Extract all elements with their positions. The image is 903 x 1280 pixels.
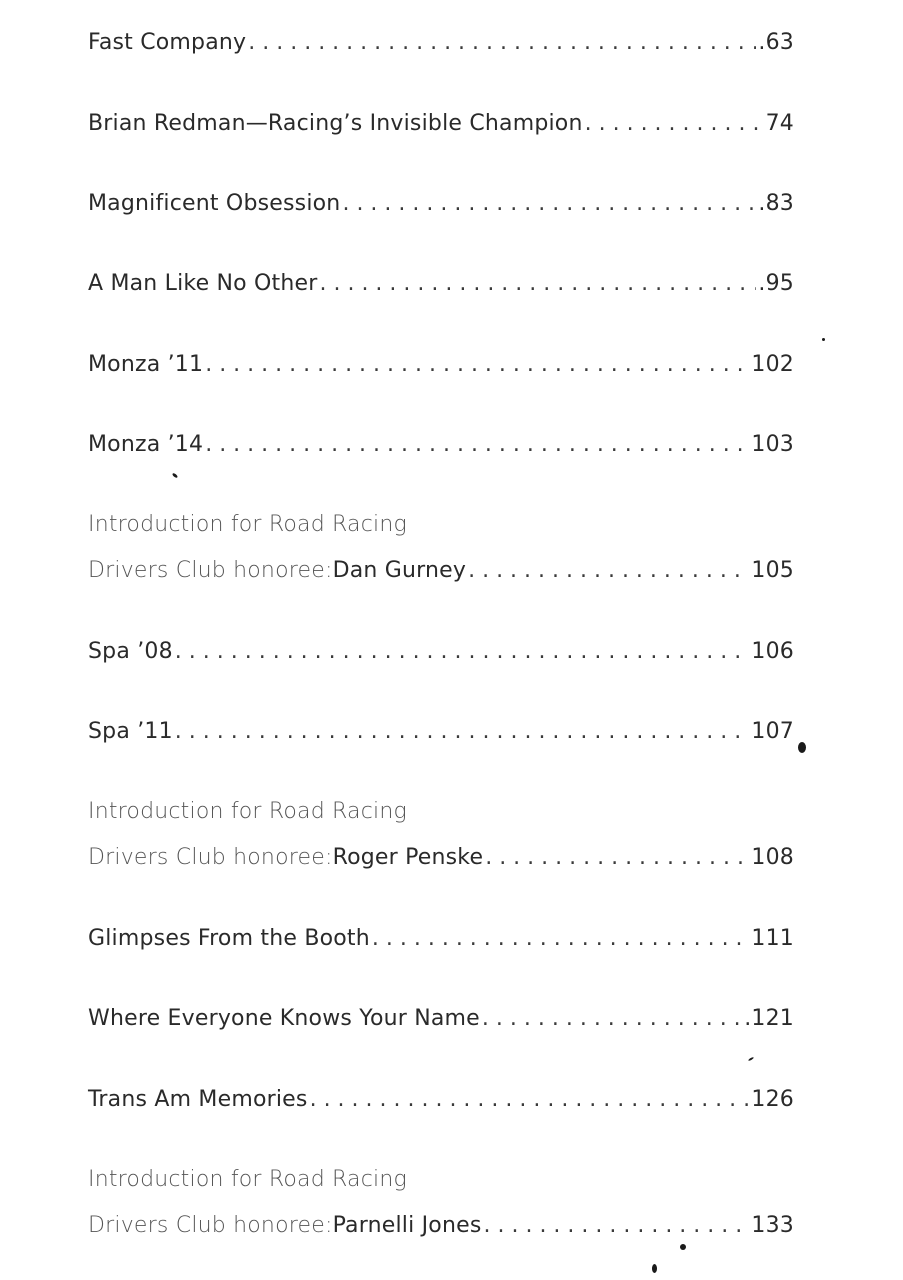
toc-entry-intro: Introduction for Road Racing <box>88 799 407 824</box>
toc-entry-page: 107 <box>751 719 794 744</box>
toc-entry-title: A Man Like No Other <box>88 271 318 296</box>
toc-entry-title: Monza ’14 <box>88 432 204 457</box>
toc-entry-prefix: Drivers Club honoree: <box>88 558 333 583</box>
toc-entry <box>88 926 794 960</box>
toc-entry-title: Parnelli Jones <box>332 1213 482 1238</box>
toc-entry-title: Spa ’08 <box>88 639 173 664</box>
toc-entry-page: 74 <box>765 111 794 136</box>
toc-entry-title: Trans Am Memories <box>88 1087 308 1112</box>
toc-entry <box>88 558 794 592</box>
dot-leader <box>484 1213 750 1238</box>
dot-leader <box>342 191 756 216</box>
dot-leader <box>468 558 749 583</box>
dot-leader <box>175 719 750 744</box>
scan-speck <box>748 1057 754 1062</box>
dot-leader <box>175 639 750 664</box>
dot-leader <box>248 30 756 55</box>
toc-entry-page: 133 <box>751 1213 794 1238</box>
toc-entry-title: Fast Company <box>88 30 247 55</box>
toc-entry-page: 103 <box>751 432 794 457</box>
toc-entry-title: Spa ’11 <box>88 719 173 744</box>
dot-leader <box>372 926 750 951</box>
toc-entry-page: 106 <box>751 639 794 664</box>
toc-entry <box>88 271 794 305</box>
toc-entry <box>88 845 794 879</box>
toc-entry-page: 105 <box>751 558 794 583</box>
scan-speck <box>652 1264 657 1273</box>
dot-leader <box>310 1087 750 1112</box>
scan-speck <box>172 472 179 478</box>
toc-entry <box>88 352 794 386</box>
toc-entry-title: Dan Gurney <box>332 558 467 583</box>
dot-leader <box>205 432 749 457</box>
scan-speck <box>822 338 825 341</box>
toc-entry-intro: Introduction for Road Racing <box>88 512 407 537</box>
toc-entry <box>88 30 794 64</box>
toc-entry <box>88 1087 794 1121</box>
dot-leader <box>319 271 756 296</box>
toc-entry-prefix: Drivers Club honoree: <box>88 1213 333 1238</box>
toc-entry <box>88 1006 794 1040</box>
toc-entry-title: Brian Redman—Racing’s Invisible Champion <box>88 111 583 136</box>
toc-entry-prefix: Drivers Club honoree: <box>88 845 333 870</box>
toc-entry <box>88 1213 794 1247</box>
toc-entry <box>88 639 794 673</box>
toc-entry-page: 108 <box>751 845 794 870</box>
dot-leader <box>482 1006 742 1031</box>
toc-entry-intro: Introduction for Road Racing <box>88 1167 407 1192</box>
toc-entry-page: .95 <box>758 271 794 296</box>
toc-entry-page: 102 <box>751 352 794 377</box>
toc-entry <box>88 719 794 753</box>
toc-entry-page: 111 <box>751 926 794 951</box>
toc-entry-title: Monza ’11 <box>88 352 204 377</box>
toc-entry-title: Glimpses From the Booth <box>88 926 370 951</box>
toc-entry <box>88 111 794 145</box>
toc-entry-page: .121 <box>744 1006 794 1031</box>
toc-entry <box>88 191 794 225</box>
toc-entry-page: 126 <box>751 1087 794 1112</box>
toc-entry <box>88 432 794 466</box>
dot-leader <box>585 111 764 136</box>
dot-leader <box>205 352 749 377</box>
toc-entry-title: Roger Penske <box>332 845 484 870</box>
toc-entry-title: Magnificent Obsession <box>88 191 341 216</box>
toc-entry-title: Where Everyone Knows Your Name <box>88 1006 480 1031</box>
scan-speck <box>798 742 806 753</box>
scan-speck <box>680 1244 686 1250</box>
toc-entry-page: .83 <box>758 191 794 216</box>
toc-entry-page: .63 <box>758 30 794 55</box>
dot-leader <box>485 845 749 870</box>
